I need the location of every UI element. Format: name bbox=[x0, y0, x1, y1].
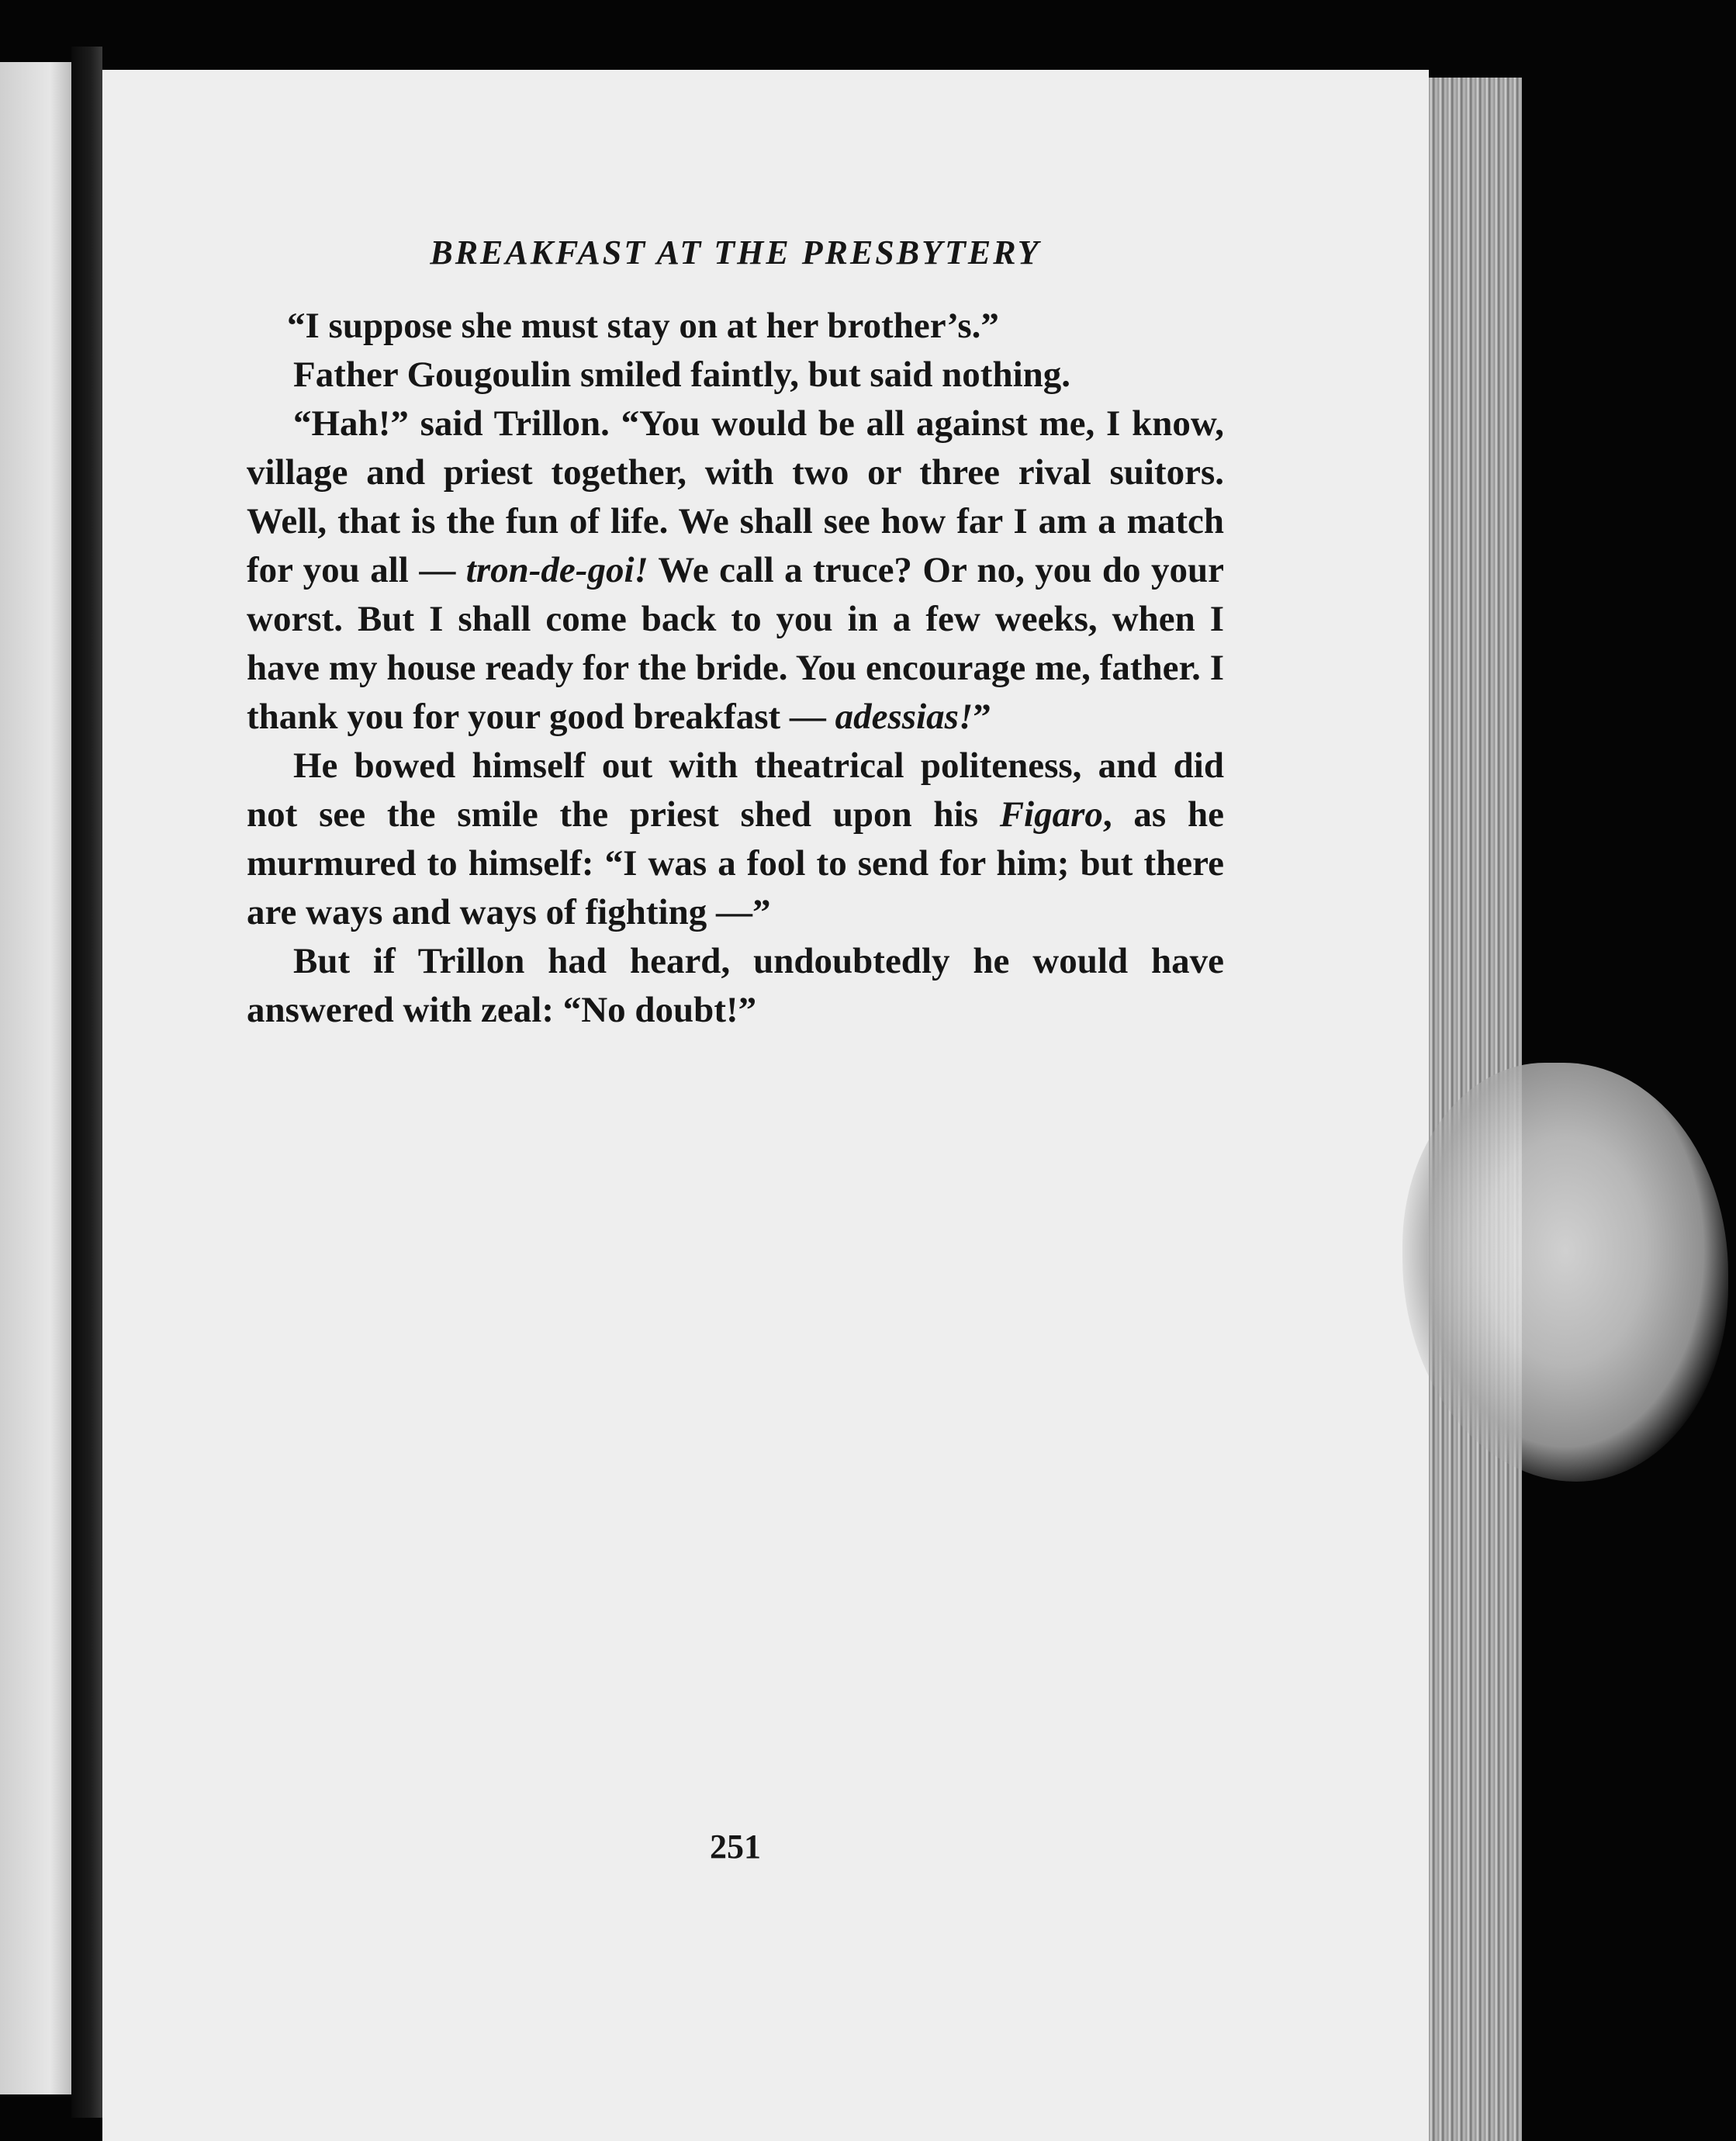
page-text-block bbox=[247, 233, 1224, 1866]
paragraph-4-italic: Figaro bbox=[999, 794, 1103, 835]
paragraph-1-text: “I suppose she must stay on at her brother’s.” bbox=[287, 306, 999, 346]
paragraph-1 bbox=[247, 302, 1224, 351]
paragraph-4 bbox=[247, 742, 1224, 937]
paragraph-2-text: Father Gougoulin smiled faintly, but said nothing. bbox=[293, 355, 1071, 395]
facing-page-edge bbox=[0, 62, 71, 2094]
paragraph-3-text-b: We call a truce? Or no, you do your worst. But I shall come back to you in a few weeks, when I have my house ready for the bride. You encourage me, father. I thank you for your good breakfast — bbox=[247, 550, 1224, 737]
paragraph-3-italic-a: tron-de-goi! bbox=[465, 550, 648, 590]
paragraph-3 bbox=[247, 399, 1224, 742]
paragraph-4-text-b: , as he murmured to himself: “I was a fool to send for him; but there are ways and ways of fighting —” bbox=[247, 794, 1224, 932]
running-head: BREAKFAST AT THE PRESBYTERY bbox=[430, 233, 1041, 272]
paragraph-3-text-a: “Hah!” said Trillon. “You would be all against me, I know, village and priest together, with two or three rival suitors. Well, that is the fun of life. We shall see how far I am a match for you all — bbox=[247, 403, 1224, 590]
paragraph-5 bbox=[247, 937, 1224, 1035]
page-number: 251 bbox=[710, 1828, 761, 1866]
book-gutter bbox=[71, 47, 102, 2118]
paragraph-5-text: But if Trillon had heard, undoubtedly he would have answered with zeal: “No doubt!” bbox=[247, 941, 1224, 1030]
book-page bbox=[102, 70, 1429, 2141]
paragraph-3-text-c: ” bbox=[973, 697, 991, 737]
paragraph-4-text-a: He bowed himself out with theatrical politeness, and did not see the smile the priest shed upon his bbox=[247, 745, 1224, 835]
paragraph-3-italic-b: adessias! bbox=[835, 697, 973, 737]
paragraph-2 bbox=[247, 351, 1224, 399]
